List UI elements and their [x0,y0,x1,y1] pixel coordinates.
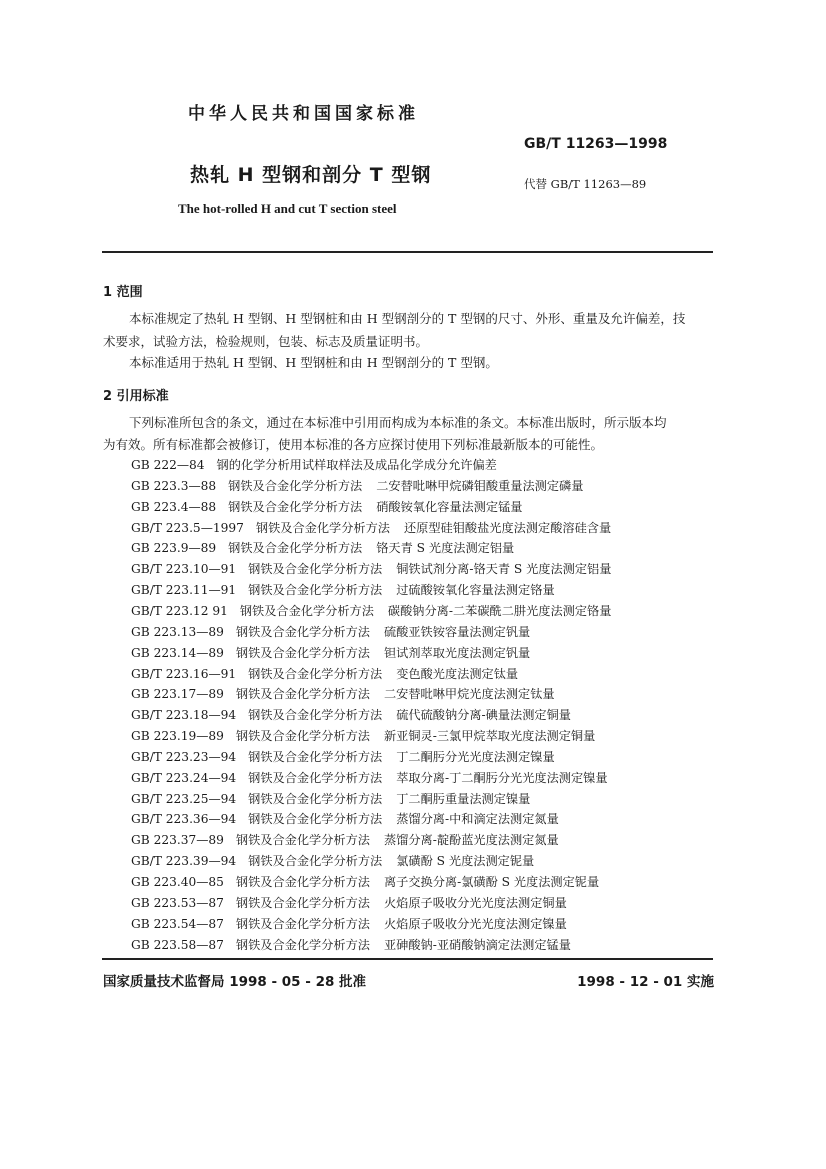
effective-date: 1998 - 12 - 01 实施 [577,974,714,990]
reference-code: GB 223.53—87 [131,895,224,910]
reference-group: 钢铁及合金化学分析方法 [248,770,383,785]
reference-item [131,915,567,932]
reference-code: GB 223.14—89 [131,645,224,660]
reference-code: GB/T 223.39—94 [131,854,237,869]
reference-method: 二安替吡啉甲烷磷钼酸重量法测定磷量 [376,478,584,493]
reference-code: GB/T 223.24—94 [131,770,237,785]
reference-item [131,602,611,619]
reference-group: 钢铁及合金化学分析方法 [235,895,370,910]
reference-code: GB 223.3—88 [131,478,217,493]
reference-item [131,477,583,494]
reference-group: 钢铁及合金化学分析方法 [248,583,383,598]
reference-group: 钢铁及合金化学分析方法 [248,812,383,827]
reference-code: GB/T 223.36—94 [131,812,237,827]
reference-method: 亚砷酸钠-亚硝酸钠滴定法测定锰量 [383,937,571,952]
reference-item [131,894,567,911]
reference-code: GB 223.58—87 [131,937,224,952]
reference-method: 二安替吡啉甲烷光度法测定钛量 [383,687,555,702]
reference-group: 钢铁及合金化学分析方法 [235,645,370,660]
reference-group: 钢铁及合金化学分析方法 [235,937,370,952]
reference-item [131,685,555,702]
reference-group: 钢铁及合金化学分析方法 [235,875,370,889]
reference-item [131,852,534,869]
reference-item [131,936,571,953]
reference-code: GB 223.4—88 [131,499,217,514]
reference-code: GB 223.19—89 [131,729,224,744]
section-heading-scope: 1 范围 [103,285,143,300]
reference-group: 钢铁及合金化学分析方法 [235,729,370,744]
reference-code: GB 223.13—89 [131,624,224,639]
standard-code: GB/T 11263—1998 [524,136,668,152]
reference-item [131,665,518,682]
reference-method: 新亚铜灵-三氯甲烷萃取光度法测定铜量 [383,729,596,744]
document-title-en: The hot-rolled H and cut T section steel [178,201,397,216]
reference-item [131,581,555,598]
reference-item [131,810,559,827]
header-divider [102,251,713,253]
reference-item [131,456,497,473]
reference-code: GB/T 223.5—1997 [131,520,244,535]
reference-item [131,560,611,577]
reference-item [131,706,571,723]
paragraph: 本标准规定了热轧 H 型钢、H 型钢桩和由 H 型钢剖分的 T 型钢的尺寸、外形、重量及允许偏差，技 [129,311,686,326]
reference-item [131,831,559,848]
paragraph: 术要求，试验方法，检验规则，包装、标志及质量证明书。 [103,334,429,349]
reference-method: 硫代硫酸钠分离-碘量法测定铜量 [396,708,571,723]
reference-method: 铜铁试剂分离-铬天青 S 光度法测定铝量 [396,562,612,577]
reference-item [131,539,514,556]
reference-code: GB/T 223.16—91 [131,666,237,681]
reference-item [131,790,530,807]
reference-code: GB 223.37—89 [131,833,224,848]
reference-method: 钽试剂萃取光度法测定钒量 [383,645,531,660]
reference-item [131,769,608,786]
national-standard-heading: 中华人民共和国国家标准 [188,104,419,124]
reference-group: 钢铁及合金化学分析方法 [255,520,390,535]
reference-group: 钢铁及合金化学分析方法 [235,916,370,931]
section-heading-references: 2 引用标准 [103,389,169,404]
reference-group: 钢铁及合金化学分析方法 [235,833,370,848]
reference-code: GB/T 223.23—94 [131,749,237,764]
reference-item [131,623,530,640]
reference-group: 钢铁及合金化学分析方法 [235,624,370,639]
reference-method: 过硫酸铵氧化容量法测定铬量 [396,583,555,598]
replaces-standard: 代替 GB/T 11263—89 [524,177,647,191]
reference-method: 萃取分离-丁二酮肟分光光度法测定镍量 [396,770,608,785]
reference-group: 钢铁及合金化学分析方法 [239,603,374,618]
reference-method: 蒸馏分离-中和滴定法测定氮量 [396,812,559,827]
approval-date: 国家质量技术监督局 1998 - 05 - 28 批准 [103,974,367,990]
reference-method: 碳酸钠分离-二苯碳酰二肼光度法测定铬量 [387,603,612,618]
reference-item [131,727,595,744]
reference-group: 钢铁及合金化学分析方法 [228,478,363,493]
reference-method: 离子交换分离-氯磺酚 S 光度法测定铌量 [383,875,600,889]
reference-method: 火焰原子吸收分光光度法测定镍量 [383,916,567,931]
reference-code: GB 223.54—87 [131,916,224,931]
paragraph: 为有效。所有标准都会被修订，使用本标准的各方应探讨使用下列标准最新版本的可能性。 [103,437,604,452]
reference-code: GB/T 223.11—91 [131,583,237,598]
document-title-cn: 热轧 H 型钢和剖分 T 型钢 [190,164,432,186]
reference-group: 钢铁及合金化学分析方法 [248,708,383,723]
reference-code: GB/T 223.10—91 [131,562,237,577]
reference-group: 钢铁及合金化学分析方法 [248,666,383,681]
reference-code: GB/T 223.25—94 [131,791,237,806]
reference-method: 铬天青 S 光度法测定铝量 [376,541,515,556]
reference-item [131,873,599,890]
reference-method: 蒸馏分离-靛酚蓝光度法测定氮量 [383,833,559,848]
reference-code: GB/T 223.18—94 [131,708,237,723]
reference-method: 硝酸铵氧化容量法测定锰量 [376,499,523,514]
reference-item [131,498,522,515]
reference-item [131,644,530,661]
reference-code: GB 223.40—85 [131,875,224,889]
reference-group: 钢铁及合金化学分析方法 [248,562,383,577]
reference-method: 变色酸光度法测定钛量 [396,666,519,681]
reference-method: 氯磺酚 S 光度法测定铌量 [396,854,535,869]
reference-group: 钢铁及合金化学分析方法 [248,791,383,806]
reference-group: 钢铁及合金化学分析方法 [248,854,383,869]
reference-method: 火焰原子吸收分光光度法测定铜量 [383,895,567,910]
reference-code: GB 223.9—89 [131,541,217,556]
reference-group: 钢铁及合金化学分析方法 [235,687,370,702]
reference-item [131,519,611,536]
footer-divider [102,958,713,960]
reference-method: 丁二酮肟分光光度法测定镍量 [396,749,555,764]
reference-code: GB 222—84 [131,458,205,472]
reference-item [131,748,555,765]
reference-group: 钢铁及合金化学分析方法 [248,749,383,764]
reference-code: GB/T 223.12 91 [131,603,228,618]
paragraph: 下列标准所包含的条文，通过在本标准中引用而构成为本标准的条文。本标准出版时，所示版本均 [129,415,667,430]
reference-method: 硫酸亚铁铵容量法测定钒量 [383,624,531,639]
paragraph: 本标准适用于热轧 H 型钢、H 型钢桩和由 H 型钢剖分的 T 型钢。 [129,355,498,370]
reference-method: 丁二酮肟重量法测定镍量 [396,791,531,806]
reference-code: GB 223.17—89 [131,687,224,702]
reference-group: 钢铁及合金化学分析方法 [228,541,363,556]
reference-method: 还原型硅钼酸盐光度法测定酸溶硅含量 [403,520,612,535]
reference-group: 钢的化学分析用试样取样法及成品化学成分允许偏差 [216,458,497,472]
reference-group: 钢铁及合金化学分析方法 [228,499,363,514]
